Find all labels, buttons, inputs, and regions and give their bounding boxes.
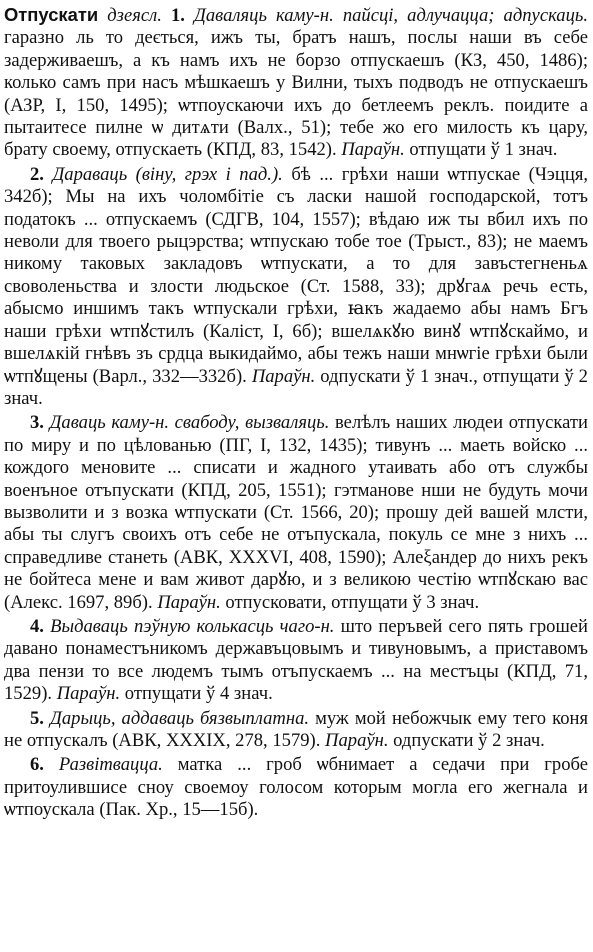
comparison-reference: отпущати ў 4 знач. <box>124 683 273 705</box>
sense-citations: матка ... гроб ѡбнимает а седачи при гробе притоулившисе сноу своемоу голосом которым могла его жегнала и ѡтпоускала (Пак. Хр., 15—15б). <box>4 754 588 821</box>
sense-4 <box>4 616 588 706</box>
comparison-label: Параўн. <box>157 591 221 613</box>
sense-definition: Выдаваць пэўную колькасць чаго-н. <box>50 615 335 637</box>
comparison-label: Параўн. <box>251 365 316 387</box>
part-of-speech: дзеясл. <box>107 5 162 26</box>
comparison-reference: отпущати ў 1 знач. <box>409 139 558 161</box>
comparison-label: Параўн. <box>325 730 389 751</box>
sense-definition: Даваць каму-н. свабоду, вызваляць. <box>49 412 330 434</box>
comparison-label: Параўн. <box>56 683 121 705</box>
sense-definition: Даваляць каму-н. пайсці, адлучацца; адпускаць. <box>194 5 589 26</box>
sense-6 <box>4 754 588 821</box>
comparison-reference: одпускати ў 1 знач., отпущати ў 2 знач. <box>4 365 588 409</box>
sense-number: 5. <box>30 707 44 729</box>
comparison-reference: одпускати ў 2 знач. <box>393 730 545 751</box>
sense-number: 4. <box>30 615 44 637</box>
sense-number: 3. <box>30 412 44 434</box>
sense-definition: Развітвацца. <box>58 754 163 776</box>
sense-5 <box>4 708 588 753</box>
headword: Отпускати <box>4 4 99 25</box>
sense-citations: велѣлъ наших людеи отпускати по миру и по цѣлованью (ПГ, I, 132, 1435); тивунъ ... маеть войско ... кождого меновите ... списати и жадного утаивать або отъ службы военъное отъпускати (КПД, 205, 1551); гэтмановe нши не будуть мочи вызволити и з возка ѡтпускати (Ст. 1566, 20); прошу дей вашей млсти, абы ты слугъ своихъ отъ себе не отъпускала, покуль се мне з нихъ ... справедливе станеть (АВК, XXXVI, 408, 1590); Алеξандер до нихъ рекъ не бойтеса мене и вам живот дарꙋю, и з великою честію ѡтпꙋскаю вас (Алекс. 1697, 89б). <box>4 412 588 613</box>
sense-3 <box>4 412 588 614</box>
sense-citations: што перъвей сего пять грошей давано понаместъникомъ державъцовымъ и тивуновымъ, а приставомъ два пензи то все людемъ тымъ отъпускаемъ ... на местъцы (КПД, 71, 1529). <box>4 615 588 705</box>
sense-definition: Дараваць (віну, грэх і пад.). <box>52 163 283 185</box>
sense-citations: гаразно ль то деється, ижъ ты, братъ нашъ, послы наши въ себе задерживаешъ, а къ намъ ихъ не борзо отпускаешъ (КЗ, 450, 1486); колько самъ при насъ мѣшкаешъ у Вилни, тыхъ подводъ не отпускаешъ (АЗР, I, 150, 1495); ѡтпоускаючи ихъ до бетлеемъ реклъ. поидите а пытаитесе пилне ѡ дитѧти (Валх., 51); тебе жо его милость къ цару, брату своему, отпускаеть (КПД, 83, 1542). <box>4 27 588 161</box>
sense-1 <box>4 4 588 162</box>
sense-2 <box>4 164 588 410</box>
sense-definition: Дарыць, аддаваць бязвыплатна. <box>50 707 310 729</box>
sense-number: 2. <box>30 163 44 185</box>
comparison-reference: отпусковати, отпущати ў 3 знач. <box>225 591 480 613</box>
comparison-label: Параўн. <box>341 139 405 161</box>
sense-number: 6. <box>30 754 44 776</box>
sense-number: 1. <box>170 5 185 26</box>
sense-citations: муж мой небожчык ему тего коня не отпускалъ (АВК, XXXIX, 278, 1579). <box>4 707 588 751</box>
sense-citations: бѣ ... грѣхи наши ѡтпускае (Чэцця, 342б); Мы на ихъ чоломбітіе съ ласки нашой господарской, тотъ податокъ ... отпускаемъ (СДГВ, 104, 1557); вѣдаю иж ты вбил ихъ по неволи для твоего рыцэрства; ѡтпускаю тобе тое (Трыст., 83); не маемъ никому таковых закладовъ ѡтпускати, а то для завъстегненьѧ своволеньства и злости людьское (Ст. 1588, 33); дрꙋгаѧ речь есть, абысмо иншимъ такъ ѡтпускали грѣхи, ꙗкъ жадаемо абы намъ Бгъ наши грѣхи ѡтпꙋстилъ (Каліст, I, 6б); вшелѧкꙋю винꙋ ѡтпꙋскаймо, и вшелѧкій гнѣвъ зъ срдца выкидаймо, абы тежъ наши мнѡгіе грѣхи были ѡтпꙋщены (Варл., 332—332б). <box>4 163 589 387</box>
